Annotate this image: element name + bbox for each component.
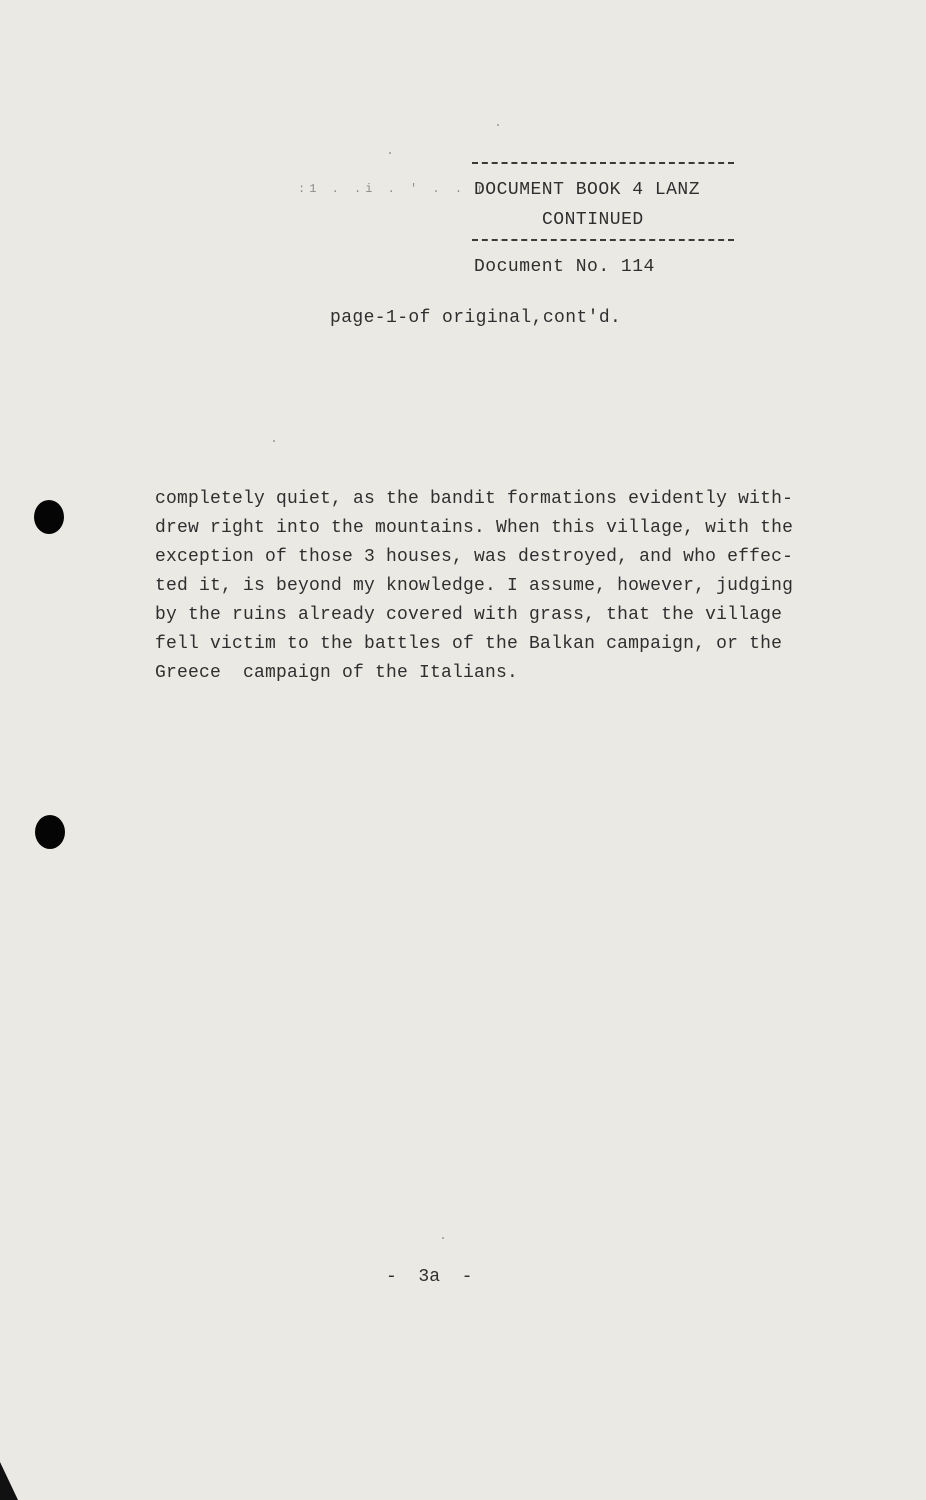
body-line: Greece campaign of the Italians. [155,663,519,683]
body-line: drew right into the mountains. When this village, with the [155,518,794,538]
document-book-title: DOCUMENT BOOK 4 LANZ [474,180,701,200]
header-rule-top [472,162,734,164]
paper-speck [273,440,275,442]
punch-hole-bottom [35,815,65,849]
paper-speck [389,152,391,154]
body-paragraph [155,485,855,688]
faint-header-text: :1 . .i . ' . . r [298,182,489,196]
page-corner-mark [0,1462,18,1500]
document-number: Document No. 114 [474,257,655,277]
body-line: by the ruins already covered with grass, that the village [155,605,783,625]
body-line: completely quiet, as the bandit formations evidently with- [155,489,794,509]
header-rule-bottom [472,239,734,241]
body-line: ted it, is beyond my knowledge. I assume, however, judging [155,576,794,596]
page-number: - 3a - [386,1267,473,1287]
paper-speck [497,124,499,126]
continued-label: CONTINUED [542,210,644,230]
paper-speck [442,1237,444,1239]
page-note: page-1-of original,cont'd. [330,308,622,328]
body-line: fell victim to the battles of the Balkan campaign, or the [155,634,783,654]
body-line: exception of those 3 houses, was destroyed, and who effec- [155,547,794,567]
punch-hole-top [34,500,64,534]
